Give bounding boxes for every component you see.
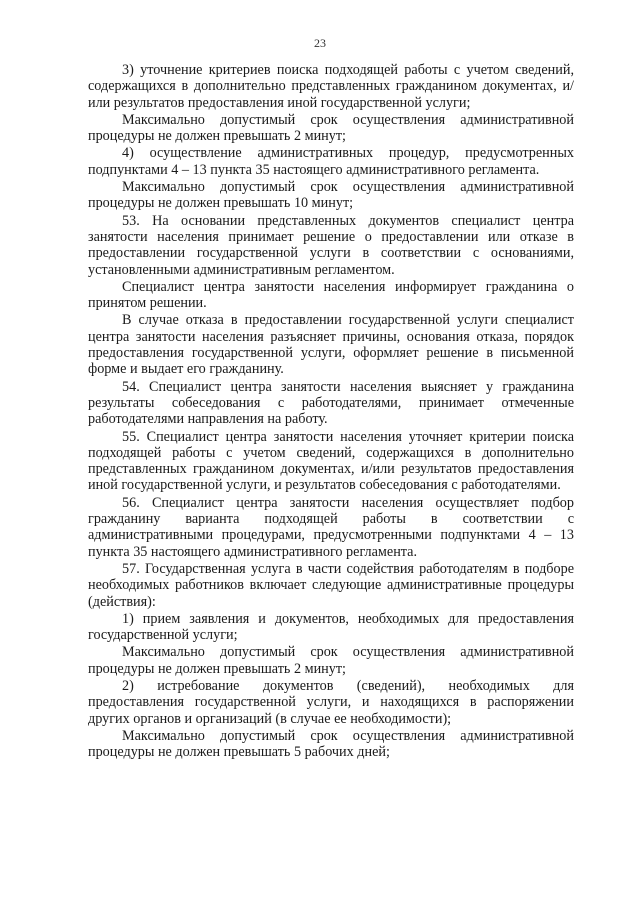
paragraph: 56. Специалист центра занятости населения осуществляет подбор гражданину варианта подходящей работы в соответствии с административными процедурами, предусмотренными подпунктами 4 – 13 пункта 35 настоящего административного регламента. xyxy=(88,494,574,560)
document-body xyxy=(88,62,574,760)
paragraph: 3) уточнение критериев поиска подходящей работы с учетом сведений, содержащихся в дополнительно представленных гражданином документах, и/или результатов предоставления иной государственной услуги; xyxy=(88,62,574,111)
paragraph: 57. Государственная услуга в части содействия работодателям в подборе необходимых работников включает следующие административные процедуры (действия): xyxy=(88,560,574,610)
paragraph: В случае отказа в предоставлении государственной услуги специалист центра занятости населения разъясняет причины, основания отказа, порядок предоставления государственной услуги, оформляет решение в письменной форме и выдает его гражданину. xyxy=(88,312,574,378)
paragraph: 53. На основании представленных документов специалист центра занятости населения принимает решение о предоставлении или отказе в предоставлении государственной услуги в соответствии с основаниями, установленными административным регламентом. xyxy=(88,212,574,278)
paragraph: 2) истребование документов (сведений), необходимых для предоставления государственной услуги, и находящихся в распоряжении других органов и организаций (в случае ее необходимости); xyxy=(88,677,574,727)
paragraph: 55. Специалист центра занятости населения уточняет критерии поиска подходящей работы с учетом сведений, содержащихся в дополнительно представленных гражданином документах, и/или результатов предоставления иной государственной услуги, и результатов собеседования с работодателями. xyxy=(88,428,574,494)
paragraph: Специалист центра занятости населения информирует гражданина о принятом решении. xyxy=(88,278,574,312)
page-number: 23 xyxy=(314,36,326,50)
paragraph: 1) прием заявления и документов, необходимых для предоставления государственной услуги; xyxy=(88,610,574,644)
paragraph: 54. Специалист центра занятости населения выясняет у гражданина результаты собеседования с работодателями, принимает отмеченные работодателями направления на работу. xyxy=(88,378,574,428)
paragraph: Максимально допустимый срок осуществления административной процедуры не должен превышать 10 минут; xyxy=(88,179,574,212)
paragraph: Максимально допустимый срок осуществления административной процедуры не должен превышать 5 рабочих дней; xyxy=(88,727,574,761)
paragraph: 4) осуществление административных процедур, предусмотренных подпунктами 4 – 13 пункта 35 настоящего административного регламента. xyxy=(88,145,574,178)
paragraph: Максимально допустимый срок осуществления административной процедуры не должен превышать 2 минут; xyxy=(88,644,574,677)
paragraph: Максимально допустимый срок осуществления административной процедуры не должен превышать 2 минут; xyxy=(88,111,574,145)
